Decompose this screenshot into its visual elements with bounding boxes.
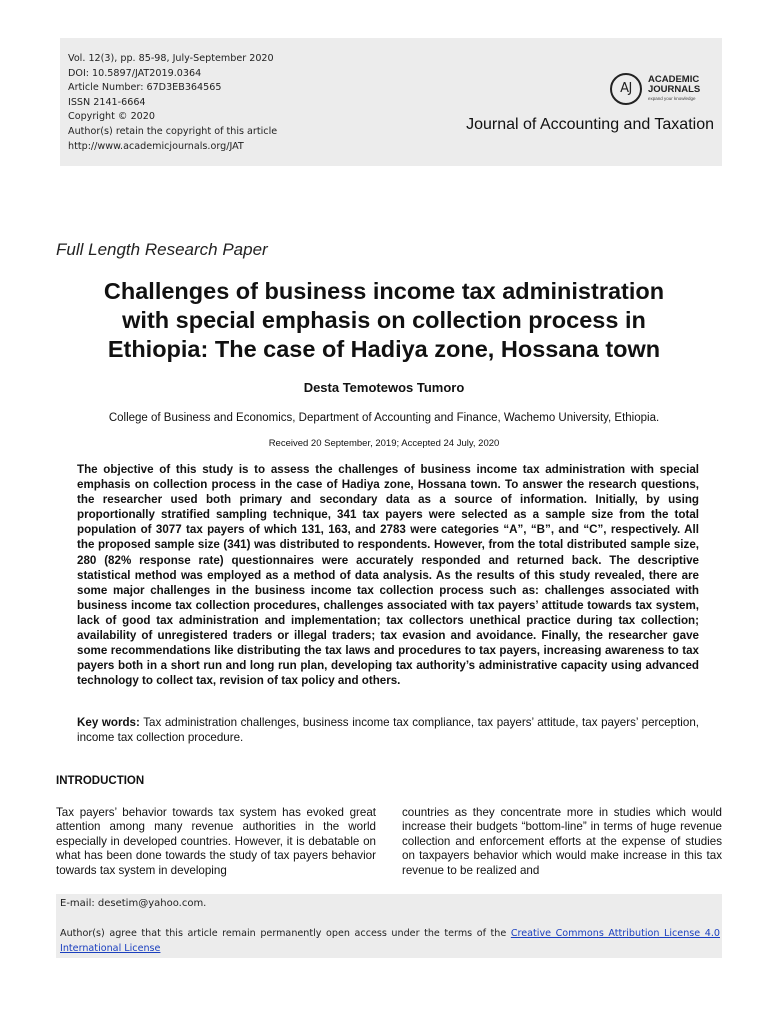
paper-title bbox=[56, 277, 712, 364]
title-line: Challenges of business income tax administration bbox=[103, 278, 665, 304]
title-line: with special emphasis on collection process in bbox=[122, 307, 646, 333]
doi-line: DOI: 10.5897/JAT2019.0364 bbox=[68, 67, 202, 79]
logo-line2: JOURNALS bbox=[648, 84, 701, 95]
footnote-box bbox=[56, 894, 722, 958]
aj-logo-icon: AJ bbox=[610, 73, 642, 105]
article-number-line: Article Number: 67D3EB364565 bbox=[68, 82, 222, 94]
license-text: Author(s) agree that this article remain permanently open access under the terms of the bbox=[60, 928, 511, 939]
journal-name: Journal of Accounting and Taxation bbox=[466, 116, 714, 133]
rights-line: Author(s) retain the copyright of this article bbox=[68, 125, 278, 137]
logo-line1: ACADEMIC bbox=[648, 74, 700, 85]
keywords bbox=[77, 715, 699, 745]
author-name: Desta Temotewos Tumoro bbox=[303, 380, 465, 395]
author-email: E-mail: desetim@yahoo.com. bbox=[60, 898, 207, 909]
issn-line: ISSN 2141-6664 bbox=[68, 96, 146, 108]
abstract: The objective of this study is to assess the challenges of business income tax administration with special emphasis on collection process in the case of Hadiya zone, Hossana town. To answer the research questions, the researcher used both primary and secondary data as a source of information. Initially, by using proportionally stratified sampling technique, 341 tax payers were selected as a sample size from the total population of 3077 tax payers of which 131, 163, and 2783 were categories “A”, “B”, and “C”, respectively. All the proposed sample size (341) was distributed to respondents. However, from the total distributed sample size, 280 (82% response rate) questionnaires were accurately responded and returned back. The descriptive statistical method was employed as a method of data analysis. As the results of this study revealed, there are some major challenges in the business income tax collection process such as: challenges associated with business income tax collection procedures, challenges associated with tax payers’ attitude towards tax system, lack of good tax administration and implementation; tax collectors unethical practice during tax collection; availability of unregistered traders or illegal traders; tax evasion and avoidance. Finally, the researcher gave some recommendations like distributing the tax laws and procedures to tax payers, increasing awareness to tax payers both in a short run and long run plan, developing tax authority’s administrative capacity using advanced technology to collect tax, revision of tax policy and others. bbox=[77, 463, 699, 688]
copyright-line: Copyright © 2020 bbox=[68, 111, 155, 123]
logo-wordmark bbox=[648, 75, 700, 95]
keywords-text: Tax administration challenges, business income tax compliance, tax payers’ attitude, tax payers’ perception, income tax collection procedure. bbox=[77, 716, 699, 745]
journal-url[interactable]: http://www.academicjournals.org/JAT bbox=[68, 140, 244, 152]
introduction-left-column: Tax payers’ behavior towards tax system has evoked great attention among many revenue authorities in the world especially in developed countries. However, it is debatable on what has been done towards the study of tax payers behavior towards tax system in developing bbox=[56, 806, 376, 877]
license-statement bbox=[60, 926, 720, 956]
title-line: Ethiopia: The case of Hadiya zone, Hossana town bbox=[107, 336, 661, 362]
article-metadata bbox=[68, 52, 277, 154]
logo-tagline: expand your knowledge bbox=[648, 96, 696, 101]
volume-line: Vol. 12(3), pp. 85-98, July-September 2020 bbox=[68, 53, 274, 64]
keywords-label: Key words: bbox=[77, 716, 140, 729]
license-link[interactable]: Creative Commons Attribution License 4.0 International License bbox=[60, 928, 720, 954]
author-affiliation: College of Business and Economics, Department of Accounting and Finance, Wachemo University, Ethiopia. bbox=[108, 412, 660, 424]
introduction-right-column: countries as they concentrate more in studies which would increase their budgets “bottom-line” in terms of huge revenue collection and enforcement efforts at the expense of studies on taxpayers behavior which would make increase in this tax revenue to be realized and bbox=[402, 806, 722, 877]
introduction-heading: INTRODUCTION bbox=[56, 775, 145, 787]
received-accepted-dates: Received 20 September, 2019; Accepted 24 July, 2020 bbox=[268, 438, 500, 449]
article-header bbox=[60, 38, 722, 166]
paper-type: Full Length Research Paper bbox=[56, 240, 268, 259]
